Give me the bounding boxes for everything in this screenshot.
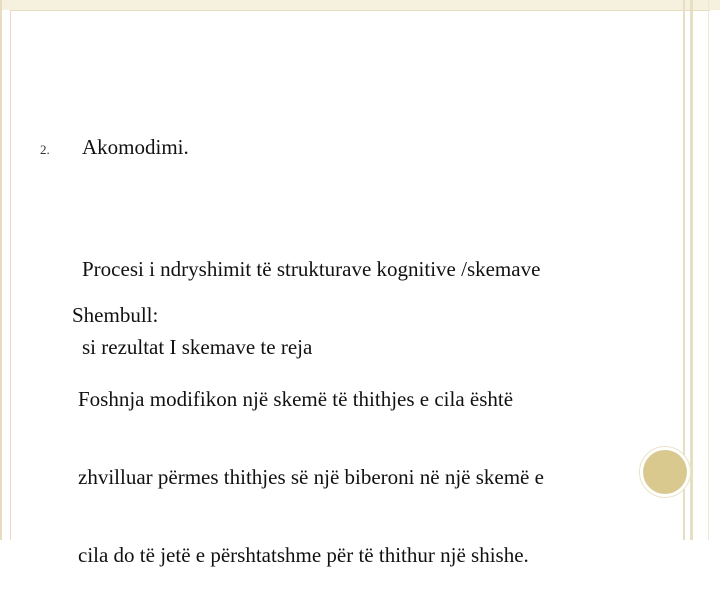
frame-left-border bbox=[0, 0, 2, 540]
slide-heading: Akomodimi. bbox=[82, 135, 189, 159]
definition-line: Procesi i ndryshimit të strukturave kognitive /skemave bbox=[82, 257, 541, 281]
example-line: zhvilluar përmes thithjes së një biberoni në një skemë e bbox=[78, 465, 544, 489]
frame-left-inner-border bbox=[10, 10, 11, 540]
frame-top-border bbox=[0, 0, 720, 10]
right-border-rule-thick bbox=[690, 0, 693, 540]
list-item-number: 2. bbox=[40, 142, 50, 157]
decorative-circle bbox=[643, 450, 687, 494]
example-line: Foshnja modifikon një skemë të thithjes e cila është bbox=[78, 387, 514, 411]
example-text bbox=[78, 334, 544, 594]
definition-line: si rezultat I skemave te reja bbox=[82, 335, 313, 359]
frame-top-inner-border bbox=[10, 10, 710, 11]
right-border-rule-outer bbox=[708, 0, 709, 540]
example-label: Shembull: bbox=[72, 303, 159, 327]
example-line: cila do të jetë e përshtatshme për të thithur një shishe. bbox=[78, 543, 529, 567]
